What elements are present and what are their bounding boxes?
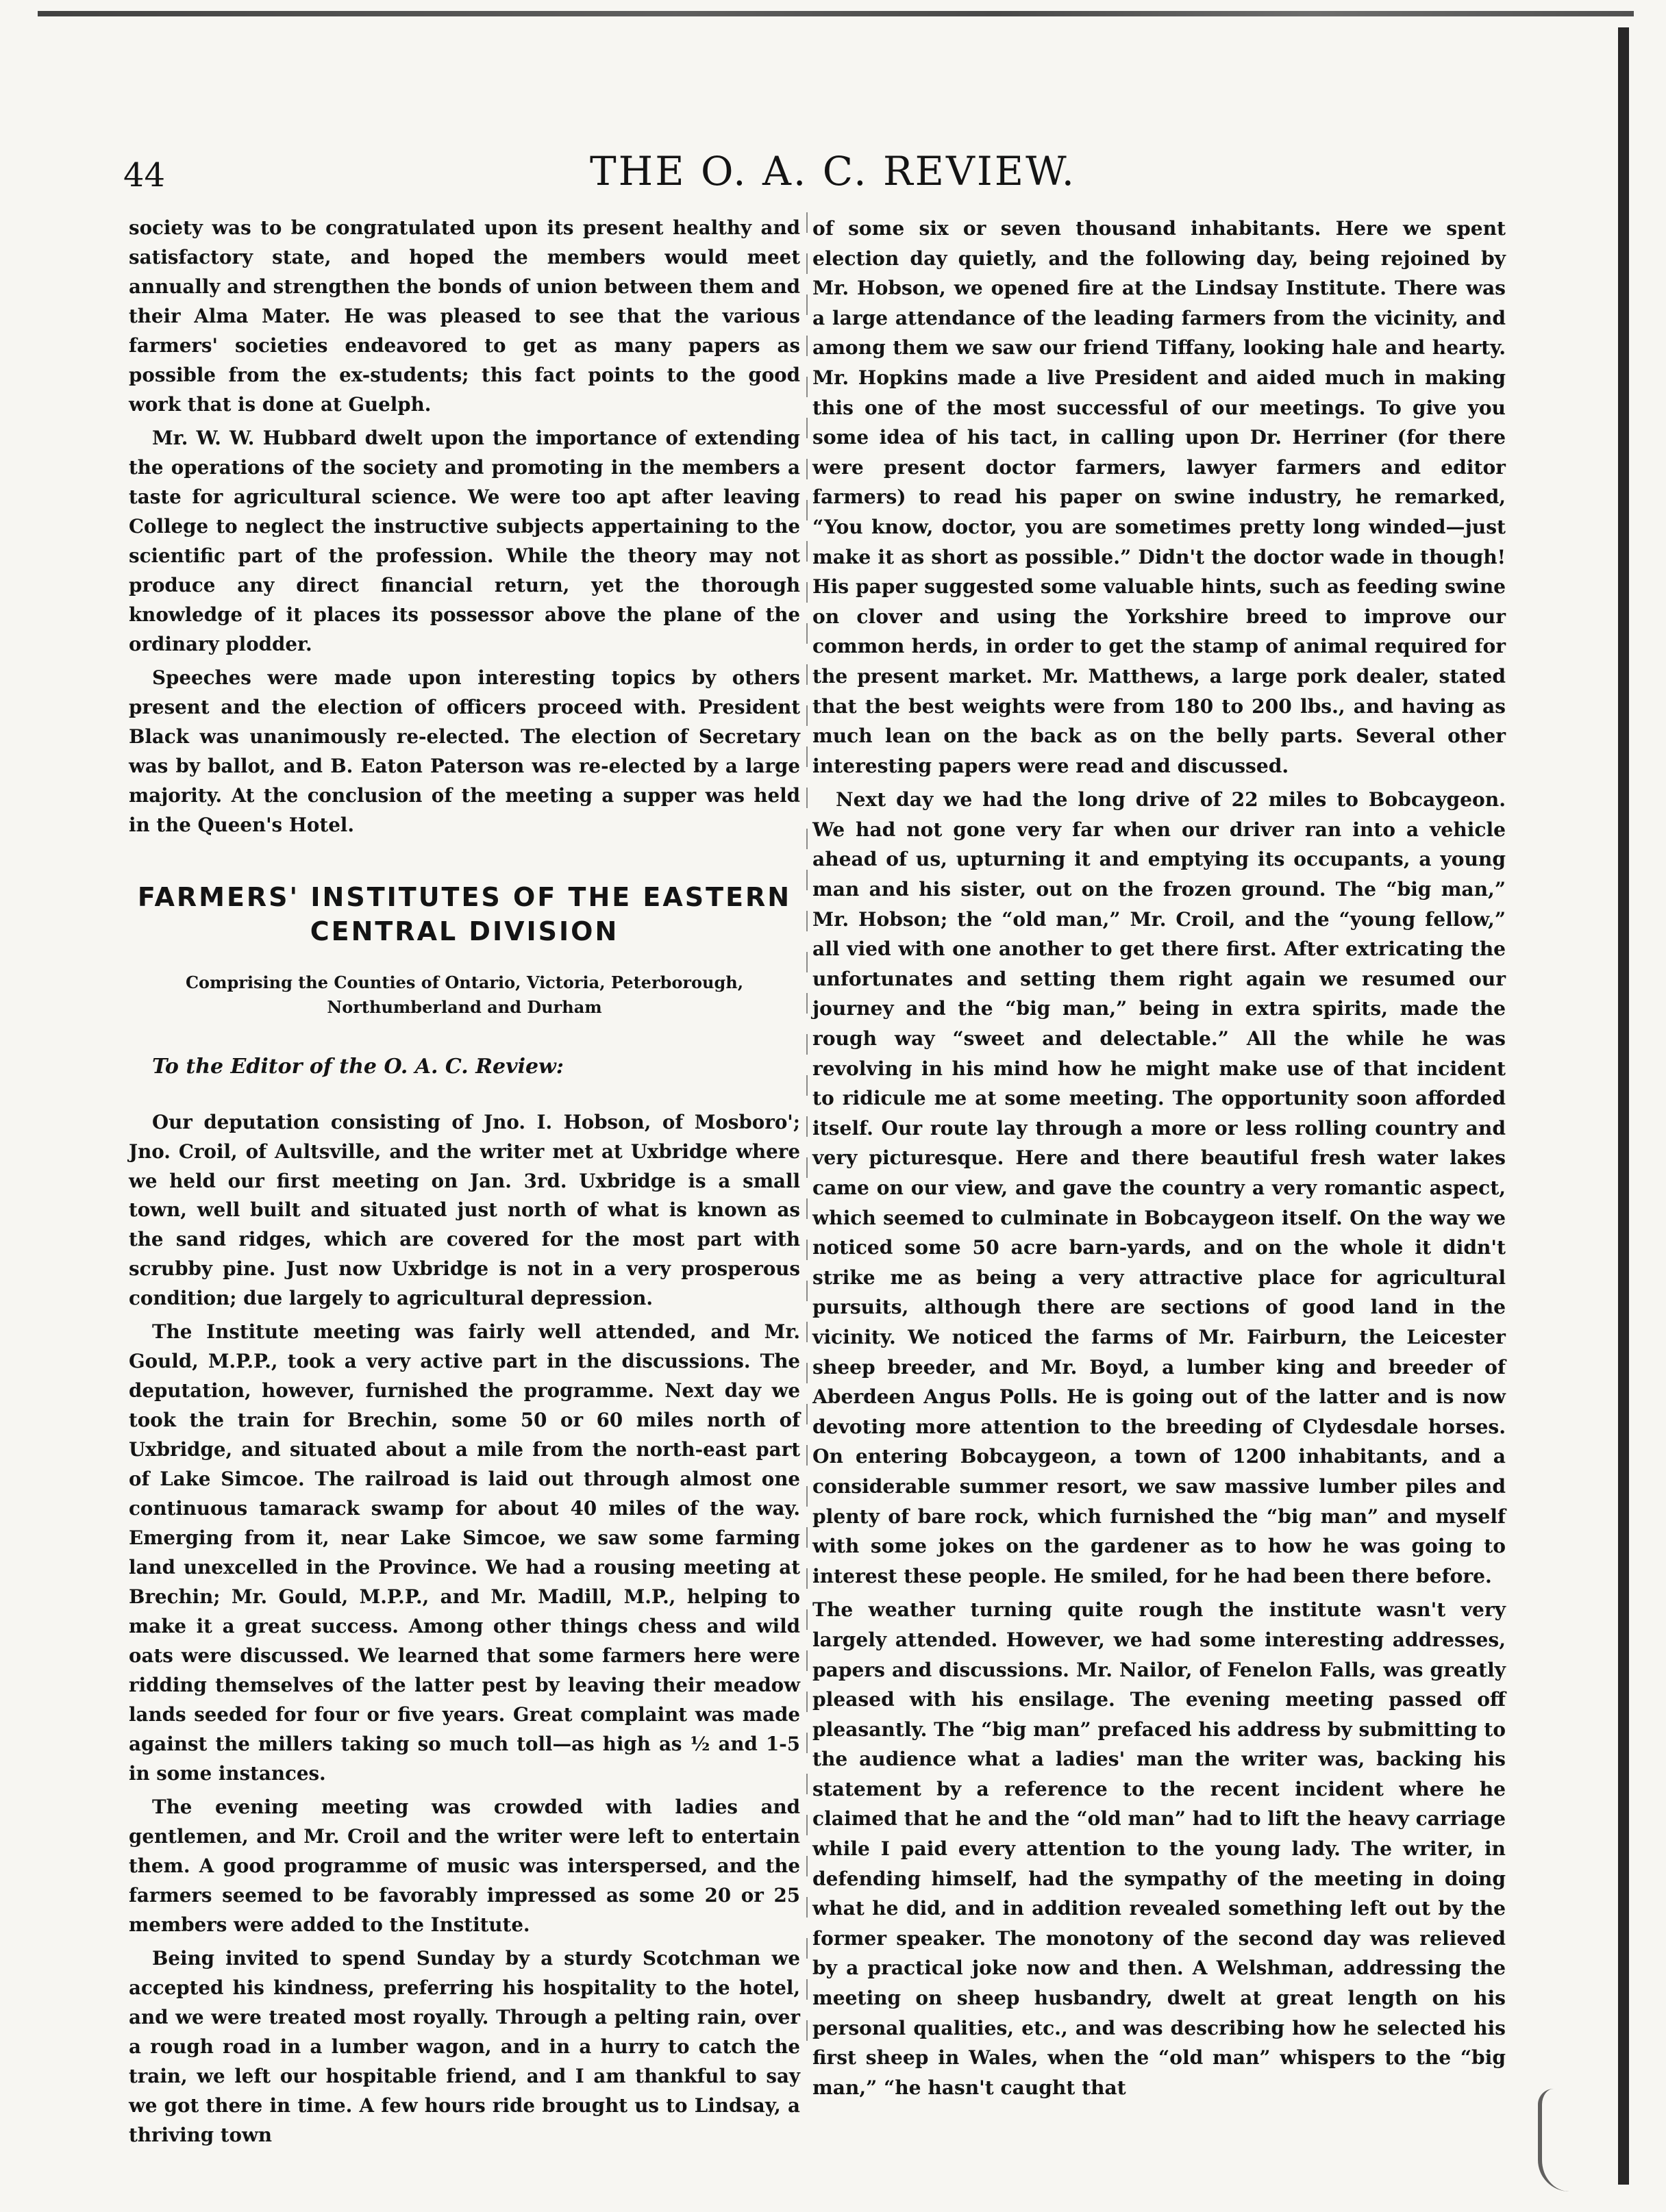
paragraph: The weather turning quite rough the institute wasn't very largely attended. However, we had some interesting addresses, papers and discussions. Mr. Nailor, of Fenelon Falls, was greatly pleased with his ensilage. The evening meeting passed off pleasantly. The “big man” prefaced his address by submitting to the audience what a ladies' man the writer was, backing his statement by a reference to the recent incident where he claimed that he and the “old man” had to lift the heavy carriage while I paid every attention to the young lady. The writer, in defending himself, had the sympathy of the meeting in doing what he did, and in addition revealed something left out by the former speaker. The monotony of the second day was relieved by a practical joke now and then. A Welshman, addressing the meeting on sheep husbandry, dwelt at great length on his personal qualities, etc., and was describing how he selected his first sheep in Wales, when the “old man” whispers to the “big man,” “he hasn't caught that (812, 1598, 1506, 2099)
salutation: To the Editor of the O. A. C. Review: (152, 1054, 564, 1079)
right-scan-edge (1618, 27, 1629, 2185)
right-column (812, 214, 1506, 2107)
paragraph: The Institute meeting was fairly well attended, and Mr. Gould, M.P.P., took a very active part in the discussions. The deputation, however, furnished the programme. Next day we took the train for Brechin, some 50 or 60 miles north of Uxbridge, and situated about a mile from the north-east part of Lake Simcoe. The railroad is laid out through almost one continuous tamarack swamp for about 40 miles of the way. Emerging from it, near Lake Simcoe, we saw some farming land unexcelled in the Province. We had a rousing meeting at Brechin; Mr. Gould, M.P.P., and Mr. Madill, M.P., helping to make it a great success. Among other things chess and wild oats were discussed. We learned that some farmers here were ridding themselves of the latter pest by leaving their meadow lands seeded for four or five years. Great complaint was made against the millers taking so much toll—as high as ½ and 1-5 in some instances. (129, 1320, 800, 1785)
article-headline (129, 880, 800, 948)
paragraph: Speeches were made upon interesting topics by others present and the election of officers proceed with. President Black was unanimously re-elected. The election of Secretary was by ballot, and B. Eaton Paterson was re-elected by a large majority. At the conclusion of the meeting a supper was held in the Queen's Hotel. (129, 666, 800, 836)
paragraph: Mr. W. W. Hubbard dwelt upon the importance of extending the operations of the society and promoting in the members a taste for agricultural science. We were too apt after leaving College to neglect the instructive subjects appertaining to the scientific part of the profession. While the theory may not produce any direct financial return, yet the thorough knowledge of it places its possessor above the plane of the ordinary plodder. (129, 426, 800, 655)
paragraph: Our deputation consisting of Jno. I. Hobson, of Mosboro'; Jno. Croil, of Aultsville, and the writer met at Uxbridge where we held our first meeting on Jan. 3rd. Uxbridge is a small town, well built and situated just north of what is known as the sand ridges, which are covered for the most part with scrubby pine. Just now Uxbridge is not in a very prosperous condition; due largely to agricultural depression. (129, 1110, 800, 1310)
article-subhead: Comprising the Counties of Ontario, Victoria, Peterborough, Northumberland and Durham (185, 972, 744, 1017)
paragraph: Next day we had the long drive of 22 miles to Bobcaygeon. We had not gone very far when our driver ran into a vehicle ahead of us, upturning it and emptying its occupants, a young man and his sister, out on the frozen ground. The “big man,” Mr. Hobson; the “old man,” Mr. Croil, and the “young fellow,” all vied with one another to get there first. After extricating the unfortunates and setting them right again we resumed our journey and the “big man,” being in extra spirits, made the rough way “sweet and delectable.” All the while he was revolving in his mind how he might make use of that incident to ridicule me at some meeting. The opportunity soon afforded itself. Our route lay through a more or less rolling country and very picturesque. Here and there beautiful fresh water lakes came on our view, and gave the country a very romantic aspect, which seemed to culminate in Bobcaygeon itself. On the way we noticed some 50 acre barn-yards, and on the whole it didn't strike me as being a very attractive place for agricultural pursuits, although there are sections of good land in the vicinity. We noticed the farms of Mr. Fairburn, the Leicester sheep breeder, and Mr. Boyd, a lumber king and breeder of Aberdeen Angus Polls. He is going out of the latter and is now devoting more attention to the breeding of Clydesdale horses. On entering Bobcaygeon, a town of 1200 inhabitants, and a considerable summer resort, we saw massive lumber piles and plenty of bare rock, which furnished the “big man” and myself with some jokes on the gardener as to how he was going to interest these people. He smiled, for he had been there before. (812, 788, 1506, 1587)
top-scan-rule (38, 11, 1634, 16)
margin-ink-mark (1538, 2089, 1569, 2191)
page-number: 44 (123, 156, 166, 194)
left-column (129, 214, 800, 2154)
paragraph: The evening meeting was crowded with ladies and gentlemen, and Mr. Croil and the writer were left to entertain them. A good programme of music was interspersed, and the farmers seemed to be favorably impressed as some 20 or 25 members were added to the Institute. (129, 1796, 800, 1937)
headline-line-2: CENTRAL DIVISION (310, 916, 619, 946)
running-title: THE O. A. C. REVIEW. (589, 148, 1077, 194)
headline-line-1: FARMERS' INSTITUTES OF THE EASTERN (137, 881, 792, 912)
column-divider (806, 212, 808, 2048)
paragraph: society was to be congratulated upon its present healthy and satisfactory state, and hoped the members would meet annually and strengthen the bonds of union between them and their Alma Mater. He was pleased to see that the various farmers' societies endeavored to get as many papers as possible from the ex-students; this fact points to the good work that is done at Guelph. (129, 216, 800, 416)
paragraph: Being invited to spend Sunday by a sturdy Scotchman we accepted his kindness, preferring his hospitality to the hotel, and we were treated most royally. Through a pelting rain, over a rough road in a lumber wagon, and in a hurry to catch the train, we left our hospitable friend, and I am thankful to say we got there in time. A few hours ride brought us to Lindsay, a thriving town (129, 1947, 800, 2146)
paragraph: of some six or seven thousand inhabitants. Here we spent election day quietly, and the following day, being rejoined by Mr. Hobson, we opened fire at the Lindsay Institute. There was a large attendance of the leading farmers from the vicinity, and among them we saw our friend Tiffany, looking hale and hearty. Mr. Hopkins made a live President and aided much in making this one of the most successful of our meetings. To give you some idea of his tact, in calling upon Dr. Herriner (for there were present doctor farmers, lawyer farmers and editor farmers) to read his paper on swine industry, he remarked, “You know, doctor, you are sometimes pretty long winded—just make it as short as possible.” Didn't the doctor wade in though! His paper suggested some valuable hints, such as feeding swine on clover and using the Yorkshire breed to improve our common herds, in order to get the stamp of animal required for the present market. Mr. Matthews, a large pork dealer, stated that the best weights were from 180 to 200 lbs., and having as much lean on the back as on the belly parts. Several other interesting papers were read and discussed. (812, 217, 1506, 777)
